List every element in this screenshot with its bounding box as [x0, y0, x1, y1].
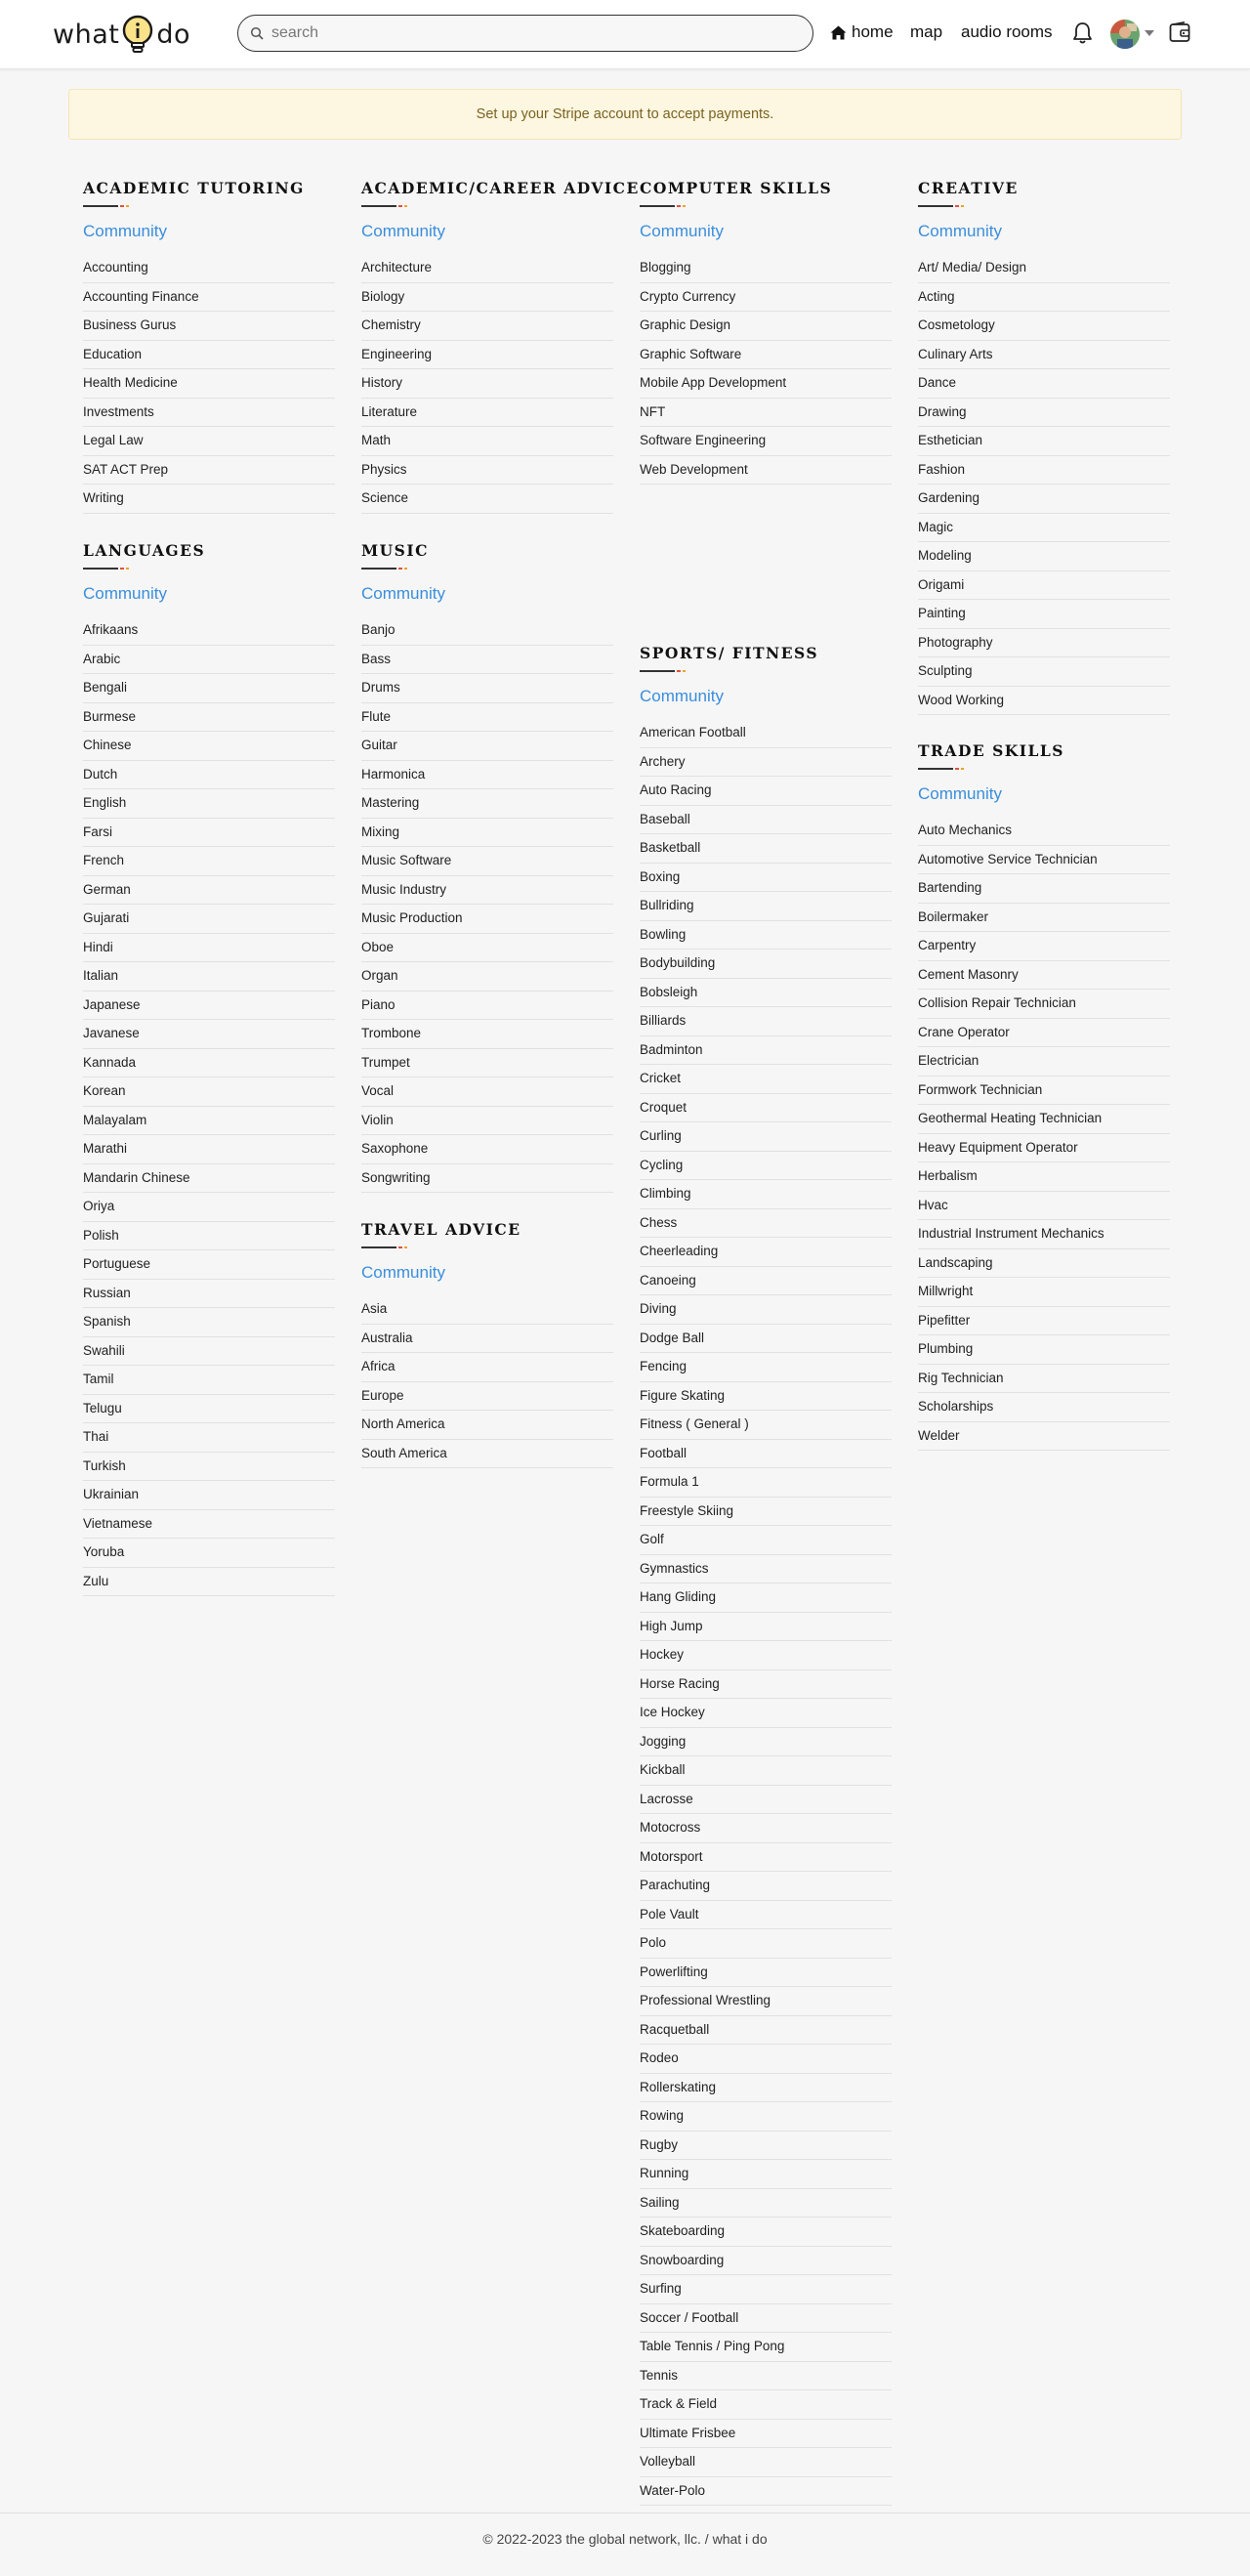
topic-link[interactable]: Rugby [640, 2132, 892, 2161]
user-avatar[interactable] [1110, 20, 1140, 49]
topic-link[interactable]: Auto Mechanics [918, 817, 1170, 846]
topic-link[interactable]: Dutch [83, 761, 335, 790]
topic-link[interactable]: Investments [83, 399, 335, 428]
topic-link[interactable]: Oriya [83, 1193, 335, 1222]
topic-link[interactable]: Hindi [83, 934, 335, 963]
topic-link[interactable]: Dance [918, 369, 1170, 399]
topic-link[interactable]: Russian [83, 1280, 335, 1309]
category-music [361, 541, 613, 1193]
topic-link[interactable]: Math [361, 427, 613, 456]
lightbulb-logo-icon [121, 14, 154, 55]
topic-link[interactable]: Sculpting [918, 657, 1170, 687]
topic-link[interactable]: Powerlifting [640, 1959, 892, 1988]
community-link[interactable]: Community [361, 222, 445, 240]
topic-link[interactable]: Kannada [83, 1049, 335, 1078]
topic-link[interactable]: Asia [361, 1295, 613, 1325]
topic-link[interactable]: Biology [361, 283, 613, 313]
title-underline [83, 567, 132, 570]
topic-link[interactable]: Hang Gliding [640, 1584, 892, 1613]
category-title: TRAVEL ADVICE [361, 1220, 521, 1239]
category-trade-skills [918, 741, 1170, 1451]
topic-link[interactable]: Chess [640, 1209, 892, 1239]
topic-list [640, 254, 892, 485]
topic-link[interactable]: Ultimate Frisbee [640, 2420, 892, 2449]
topic-link[interactable]: Motorsport [640, 1843, 892, 1873]
topic-link[interactable]: Literature [361, 399, 613, 428]
category-title: ACADEMIC/CAREER ADVICE [361, 179, 640, 197]
topic-list [918, 817, 1170, 1451]
topic-link[interactable]: Heavy Equipment Operator [918, 1134, 1170, 1163]
topic-link[interactable]: Gardening [918, 485, 1170, 514]
category-title: COMPUTER SKILLS [640, 179, 833, 197]
topic-link[interactable]: Chinese [83, 732, 335, 761]
topic-link[interactable]: Basketball [640, 834, 892, 864]
topic-link[interactable]: Figure Skating [640, 1382, 892, 1412]
topic-link[interactable]: Graphic Software [640, 341, 892, 370]
topic-link[interactable]: Architecture [361, 254, 613, 283]
nav-map-link[interactable] [910, 22, 942, 42]
topic-link[interactable]: American Football [640, 719, 892, 748]
topic-link[interactable]: Mastering [361, 789, 613, 819]
category-title: LANGUAGES [83, 541, 206, 560]
topic-link[interactable]: Trombone [361, 1020, 613, 1049]
topic-link[interactable]: Organ [361, 962, 613, 992]
category-creative [918, 179, 1170, 715]
search-icon [250, 26, 264, 40]
home-icon [830, 25, 847, 40]
search-input[interactable] [264, 23, 812, 43]
topic-link[interactable]: Crypto Currency [640, 283, 892, 313]
topic-link[interactable]: Badminton [640, 1036, 892, 1066]
nav-audio-rooms-link[interactable] [961, 22, 1053, 42]
topic-link[interactable]: Web Development [640, 456, 892, 486]
topic-link[interactable]: English [83, 789, 335, 819]
topic-list [361, 616, 613, 1193]
topic-link[interactable]: Hockey [640, 1641, 892, 1670]
nav-home-label: home [852, 22, 894, 41]
topic-link[interactable]: Accounting [83, 254, 335, 283]
topic-link[interactable]: Wood Working [918, 687, 1170, 716]
topic-link[interactable]: Snowboarding [640, 2247, 892, 2276]
topic-link[interactable]: Graphic Design [640, 312, 892, 341]
topic-link[interactable]: Accounting Finance [83, 283, 335, 313]
topic-link[interactable]: Bartending [918, 874, 1170, 904]
topic-link[interactable]: Plumbing [918, 1335, 1170, 1365]
topic-link[interactable]: Geothermal Heating Technician [918, 1105, 1170, 1134]
logo-text-right: do [156, 19, 190, 50]
topic-link[interactable]: Korean [83, 1077, 335, 1107]
topic-link[interactable]: Surfing [640, 2275, 892, 2304]
community-link[interactable]: Community [361, 1263, 445, 1282]
topic-link[interactable]: Kickball [640, 1756, 892, 1786]
topic-link[interactable]: Oboe [361, 934, 613, 963]
wallet-icon[interactable] [1169, 21, 1190, 43]
topic-link[interactable]: Mobile App Development [640, 369, 892, 399]
search-bar [237, 15, 813, 52]
topic-link[interactable]: Tennis [640, 2362, 892, 2391]
topic-link[interactable]: Marathi [83, 1135, 335, 1164]
topic-link[interactable]: Software Engineering [640, 427, 892, 456]
topic-link[interactable]: Football [640, 1440, 892, 1469]
topic-link[interactable]: Bullriding [640, 892, 892, 921]
category-travel-advice [361, 1220, 613, 1468]
topic-link[interactable]: Drums [361, 674, 613, 703]
community-link[interactable]: Community [361, 584, 445, 603]
topic-link[interactable]: Africa [361, 1353, 613, 1382]
topic-link[interactable]: Legal Law [83, 427, 335, 456]
topic-link[interactable]: Cosmetology [918, 312, 1170, 341]
topic-link[interactable]: Automotive Service Technician [918, 846, 1170, 875]
topic-link[interactable]: Australia [361, 1325, 613, 1354]
topic-link[interactable]: Fashion [918, 456, 1170, 486]
topic-link[interactable]: Welder [918, 1422, 1170, 1452]
topic-link[interactable]: History [361, 369, 613, 399]
topic-link[interactable]: South America [361, 1440, 613, 1469]
topic-link[interactable]: Esthetician [918, 427, 1170, 456]
category-sports-fitness [640, 644, 892, 2506]
topic-link[interactable]: Formula 1 [640, 1468, 892, 1498]
topic-link[interactable]: Farsi [83, 819, 335, 848]
topic-link[interactable]: Polish [83, 1222, 335, 1251]
topic-link[interactable]: Italian [83, 962, 335, 992]
category-academic-career-advice [361, 179, 640, 514]
topic-link[interactable]: Violin [361, 1107, 613, 1136]
topic-link[interactable]: Blogging [640, 254, 892, 283]
topic-link[interactable]: Dodge Ball [640, 1325, 892, 1354]
topic-link[interactable]: Music Software [361, 847, 613, 876]
topic-link[interactable]: Climbing [640, 1180, 892, 1209]
topic-list [83, 616, 335, 1596]
topic-link[interactable]: Diving [640, 1295, 892, 1325]
community-link[interactable]: Community [918, 784, 1002, 803]
topic-link[interactable]: Electrician [918, 1047, 1170, 1077]
topic-link[interactable]: Saxophone [361, 1135, 613, 1164]
topic-link[interactable]: Turkish [83, 1453, 335, 1482]
topic-link[interactable]: North America [361, 1411, 613, 1440]
topic-link[interactable]: Gymnastics [640, 1555, 892, 1584]
topic-link[interactable]: Thai [83, 1423, 335, 1453]
topic-link[interactable]: Health Medicine [83, 369, 335, 399]
topic-link[interactable]: Soccer / Football [640, 2304, 892, 2334]
topic-link[interactable]: Track & Field [640, 2390, 892, 2420]
alert-text: Set up your Stripe account to accept payments. [476, 106, 774, 122]
topic-link[interactable]: Millwright [918, 1278, 1170, 1307]
topic-link[interactable]: Painting [918, 600, 1170, 629]
title-underline [918, 767, 967, 770]
category-title: MUSIC [361, 541, 429, 560]
topic-link[interactable]: Physics [361, 456, 613, 486]
topic-link[interactable]: Canoeing [640, 1267, 892, 1296]
topic-link[interactable]: Curling [640, 1122, 892, 1152]
topic-list [361, 254, 613, 514]
title-underline [640, 204, 688, 207]
category-title: SPORTS/ FITNESS [640, 644, 819, 662]
topic-link[interactable]: Guitar [361, 732, 613, 761]
topic-link[interactable]: Polo [640, 1929, 892, 1959]
topic-link[interactable]: Pipefitter [918, 1307, 1170, 1336]
category-computer-skills [640, 179, 892, 485]
top-navbar [0, 0, 1250, 69]
topic-link[interactable]: Ice Hockey [640, 1699, 892, 1728]
title-underline [361, 1246, 410, 1248]
topic-link[interactable]: Formwork Technician [918, 1077, 1170, 1106]
topic-link[interactable]: Running [640, 2160, 892, 2189]
topic-link[interactable]: Collision Repair Technician [918, 990, 1170, 1019]
topic-link[interactable]: Piano [361, 992, 613, 1021]
topic-link[interactable]: Education [83, 341, 335, 370]
topic-link[interactable]: High Jump [640, 1613, 892, 1642]
title-underline [918, 204, 967, 207]
topic-link[interactable]: Sailing [640, 2189, 892, 2218]
topic-link[interactable]: Racquetball [640, 2016, 892, 2046]
nav-map-label: map [910, 22, 943, 41]
topic-link[interactable]: Portuguese [83, 1250, 335, 1280]
topic-link[interactable]: Trumpet [361, 1049, 613, 1078]
topic-link[interactable]: Parachuting [640, 1872, 892, 1901]
community-link[interactable]: Community [640, 687, 724, 705]
topic-link[interactable]: Modeling [918, 542, 1170, 571]
title-underline [640, 669, 688, 672]
category-title: ACADEMIC TUTORING [83, 179, 305, 197]
topic-list [918, 254, 1170, 715]
topic-link[interactable]: Vietnamese [83, 1510, 335, 1540]
topic-link[interactable]: Archery [640, 748, 892, 778]
topic-link[interactable]: Boilermaker [918, 904, 1170, 933]
topic-link[interactable]: Landscaping [918, 1249, 1170, 1279]
topic-link[interactable]: Billiards [640, 1007, 892, 1036]
topic-link[interactable]: Art/ Media/ Design [918, 254, 1170, 283]
topic-link[interactable]: Banjo [361, 616, 613, 646]
topic-link[interactable]: Ukrainian [83, 1481, 335, 1510]
topic-link[interactable]: Cheerleading [640, 1238, 892, 1267]
topic-link[interactable]: Afrikaans [83, 616, 335, 646]
topic-link[interactable]: Fitness ( General ) [640, 1411, 892, 1440]
topic-link[interactable]: Bobsleigh [640, 979, 892, 1008]
topic-link[interactable]: Croquet [640, 1094, 892, 1123]
topic-link[interactable]: Telugu [83, 1395, 335, 1424]
topic-link[interactable]: Harmonica [361, 761, 613, 790]
topic-link[interactable]: Scholarships [918, 1393, 1170, 1422]
topic-link[interactable]: Chemistry [361, 312, 613, 341]
topic-link[interactable]: Crane Operator [918, 1019, 1170, 1048]
topic-link[interactable]: Magic [918, 514, 1170, 543]
topic-link[interactable]: Music Industry [361, 876, 613, 906]
topic-link[interactable]: Vocal [361, 1077, 613, 1107]
topic-link[interactable]: Water-Polo [640, 2477, 892, 2507]
topic-link[interactable]: Culinary Arts [918, 341, 1170, 370]
topic-link[interactable]: Bodybuilding [640, 950, 892, 979]
topic-list [640, 719, 892, 2506]
topic-link[interactable]: Professional Wrestling [640, 1987, 892, 2016]
category-title: TRADE SKILLS [918, 741, 1064, 760]
topic-link[interactable]: Rowing [640, 2102, 892, 2132]
topic-link[interactable]: Mandarin Chinese [83, 1164, 335, 1194]
topic-link[interactable]: Yoruba [83, 1539, 335, 1568]
site-logo[interactable] [53, 14, 190, 55]
community-link[interactable]: Community [918, 222, 1002, 240]
topic-link[interactable]: Rollerskating [640, 2074, 892, 2103]
topic-link[interactable]: Lacrosse [640, 1786, 892, 1815]
topic-link[interactable]: Business Gurus [83, 312, 335, 341]
topic-link[interactable]: Cycling [640, 1152, 892, 1181]
topic-link[interactable]: Europe [361, 1382, 613, 1412]
title-underline [361, 567, 410, 570]
topic-link[interactable]: Skateboarding [640, 2217, 892, 2247]
topic-link[interactable]: Mixing [361, 819, 613, 848]
topic-link[interactable]: Engineering [361, 341, 613, 370]
topic-link[interactable]: Golf [640, 1526, 892, 1555]
topic-link[interactable]: Burmese [83, 703, 335, 733]
community-link[interactable]: Community [83, 222, 167, 240]
topic-link[interactable]: Bengali [83, 674, 335, 703]
footer-copyright: © 2022-2023 the global network, llc. / what i do [482, 2531, 768, 2547]
topic-link[interactable]: Writing [83, 485, 335, 514]
topic-link[interactable]: Motocross [640, 1814, 892, 1843]
category-title: CREATIVE [918, 179, 1019, 197]
community-link[interactable]: Community [640, 222, 724, 240]
topic-link[interactable]: Flute [361, 703, 613, 733]
topic-link[interactable]: Music Production [361, 905, 613, 934]
nav-home-link[interactable] [830, 22, 894, 42]
topic-link[interactable]: Boxing [640, 864, 892, 893]
nav-audio-rooms-label: audio rooms [961, 22, 1053, 41]
notification-bell-icon[interactable] [1072, 21, 1093, 45]
topic-link[interactable]: Hvac [918, 1192, 1170, 1221]
topic-link[interactable]: Horse Racing [640, 1670, 892, 1700]
logo-text-left: what [53, 19, 120, 50]
topic-link[interactable]: Tamil [83, 1366, 335, 1395]
topic-link[interactable]: Cricket [640, 1065, 892, 1094]
stripe-setup-alert[interactable] [68, 89, 1182, 140]
topic-link[interactable]: Songwriting [361, 1164, 613, 1194]
topic-link[interactable]: French [83, 847, 335, 876]
community-link[interactable]: Community [83, 584, 167, 603]
topic-link[interactable]: Arabic [83, 646, 335, 675]
topic-link[interactable]: Baseball [640, 806, 892, 835]
topic-link[interactable]: Javanese [83, 1020, 335, 1049]
topic-link[interactable]: Freestyle Skiing [640, 1498, 892, 1527]
topic-link[interactable]: Rig Technician [918, 1365, 1170, 1394]
topic-list [361, 1295, 613, 1468]
topic-link[interactable]: Malayalam [83, 1107, 335, 1136]
topic-link[interactable]: Acting [918, 283, 1170, 313]
topic-link[interactable]: Bass [361, 646, 613, 675]
topic-link[interactable]: Industrial Instrument Mechanics [918, 1220, 1170, 1249]
topic-link[interactable]: Swahili [83, 1337, 335, 1367]
topic-link[interactable]: Science [361, 485, 613, 514]
topic-link[interactable]: Bowling [640, 921, 892, 950]
topic-link[interactable]: Spanish [83, 1308, 335, 1337]
topic-link[interactable]: Fencing [640, 1353, 892, 1382]
topic-link[interactable]: SAT ACT Prep [83, 456, 335, 486]
topic-link[interactable]: Table Tennis / Ping Pong [640, 2333, 892, 2362]
title-underline [361, 204, 410, 207]
topic-link[interactable]: Pole Vault [640, 1901, 892, 1930]
topic-link[interactable]: Herbalism [918, 1162, 1170, 1192]
title-underline [83, 204, 132, 207]
topic-link[interactable]: Auto Racing [640, 777, 892, 806]
topic-link[interactable]: Photography [918, 629, 1170, 658]
topic-link[interactable]: Gujarati [83, 905, 335, 934]
category-academic-tutoring [83, 179, 335, 514]
topic-link[interactable]: NFT [640, 399, 892, 428]
topic-link[interactable]: Rodeo [640, 2045, 892, 2074]
topic-link[interactable]: Origami [918, 571, 1170, 601]
topic-link[interactable]: Japanese [83, 992, 335, 1021]
topic-list [83, 254, 335, 514]
topic-link[interactable]: Carpentry [918, 932, 1170, 961]
topic-link[interactable]: Cement Masonry [918, 961, 1170, 991]
topic-link[interactable]: Volleyball [640, 2448, 892, 2477]
topic-link[interactable]: Jogging [640, 1728, 892, 1757]
topic-link[interactable]: German [83, 876, 335, 906]
chevron-down-icon[interactable] [1145, 30, 1154, 36]
topic-link[interactable]: Zulu [83, 1568, 335, 1597]
topic-link[interactable]: Drawing [918, 399, 1170, 428]
category-languages [83, 541, 335, 1596]
